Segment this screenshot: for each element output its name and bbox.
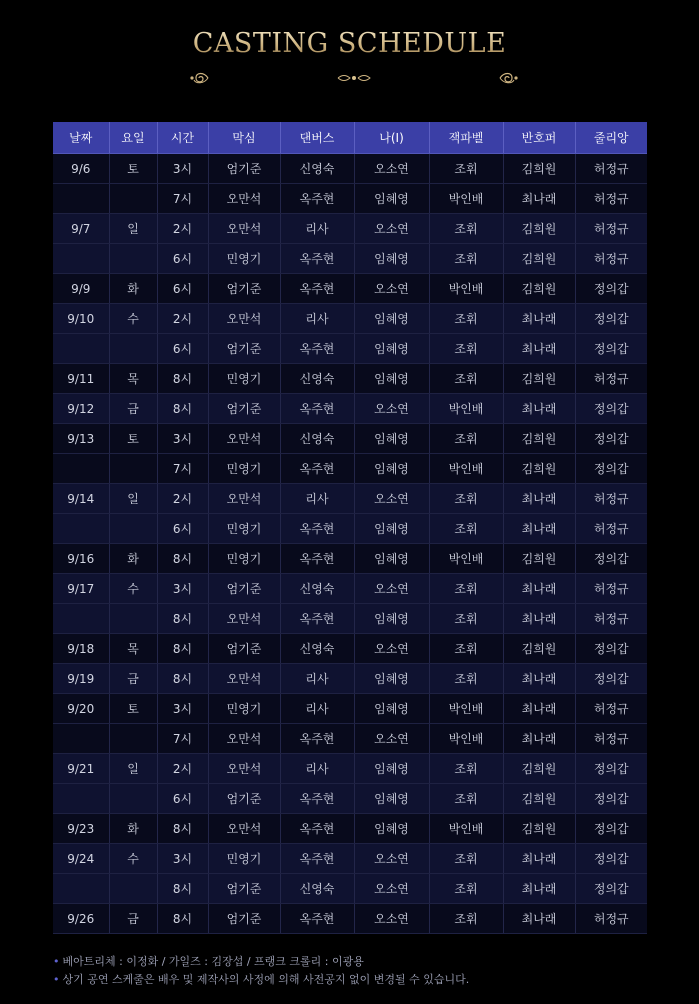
cell-van-hopper: 김희원: [503, 214, 575, 244]
cell-julian: 허정규: [575, 184, 647, 214]
cell-julian: 정의갑: [575, 274, 647, 304]
cell-i: 오소연: [354, 484, 429, 514]
table-row: [53, 184, 647, 214]
bullet-icon: •: [53, 973, 60, 986]
cell-julian: 정의갑: [575, 304, 647, 334]
cell-van-hopper: 최나래: [503, 394, 575, 424]
cell-julian: 허정규: [575, 724, 647, 754]
cell-day: [109, 334, 157, 364]
cell-date: [53, 244, 109, 274]
cell-i: 임혜영: [354, 184, 429, 214]
cell-maxim: 오만석: [208, 724, 280, 754]
cell-danvers: 옥주현: [280, 514, 354, 544]
cell-i: 임혜영: [354, 454, 429, 484]
cell-van-hopper: 최나래: [503, 844, 575, 874]
cell-julian: 정의갑: [575, 634, 647, 664]
cell-julian: 정의갑: [575, 844, 647, 874]
cell-jack-favell: 박인배: [429, 274, 503, 304]
cell-jack-favell: 조휘: [429, 514, 503, 544]
cell-van-hopper: 김희원: [503, 544, 575, 574]
cell-date: [53, 604, 109, 634]
cell-van-hopper: 최나래: [503, 694, 575, 724]
cell-danvers: 신영숙: [280, 154, 354, 184]
cell-date: 9/24: [53, 844, 109, 874]
cell-date: [53, 514, 109, 544]
cell-jack-favell: 박인배: [429, 184, 503, 214]
cell-julian: 정의갑: [575, 664, 647, 694]
cell-i: 임혜영: [354, 784, 429, 814]
cell-julian: 허정규: [575, 214, 647, 244]
cell-danvers: 옥주현: [280, 904, 354, 934]
table-row: [53, 724, 647, 754]
cell-danvers: 신영숙: [280, 874, 354, 904]
cell-day: 수: [109, 844, 157, 874]
cell-van-hopper: 최나래: [503, 184, 575, 214]
cell-time: 2시: [157, 484, 208, 514]
table-row: [53, 544, 647, 574]
cell-jack-favell: 조휘: [429, 664, 503, 694]
cell-maxim: 엄기준: [208, 634, 280, 664]
cell-van-hopper: 김희원: [503, 364, 575, 394]
cell-day: 목: [109, 364, 157, 394]
cell-julian: 허정규: [575, 154, 647, 184]
table-row: [53, 904, 647, 934]
cell-van-hopper: 최나래: [503, 874, 575, 904]
cell-time: 8시: [157, 664, 208, 694]
table-row: [53, 334, 647, 364]
cell-time: 8시: [157, 874, 208, 904]
cell-maxim: 오만석: [208, 484, 280, 514]
cell-date: 9/16: [53, 544, 109, 574]
column-header-date: 날짜: [53, 122, 109, 154]
cell-date: [53, 454, 109, 484]
cell-date: 9/20: [53, 694, 109, 724]
ornament-divider-icon: [188, 66, 520, 90]
table-row: [53, 784, 647, 814]
cell-time: 3시: [157, 574, 208, 604]
cell-i: 임혜영: [354, 664, 429, 694]
cell-jack-favell: 조휘: [429, 214, 503, 244]
cell-jack-favell: 박인배: [429, 454, 503, 484]
cell-jack-favell: 박인배: [429, 724, 503, 754]
cell-date: 9/26: [53, 904, 109, 934]
column-header-i: 나(I): [354, 122, 429, 154]
cell-maxim: 오만석: [208, 424, 280, 454]
table-row: [53, 844, 647, 874]
footnotes: [53, 953, 469, 989]
cell-day: [109, 514, 157, 544]
table-row: [53, 484, 647, 514]
table-row: [53, 814, 647, 844]
cell-time: 6시: [157, 334, 208, 364]
cell-danvers: 리사: [280, 664, 354, 694]
cell-jack-favell: 조휘: [429, 304, 503, 334]
cell-i: 오소연: [354, 724, 429, 754]
cell-julian: 허정규: [575, 484, 647, 514]
cell-day: 일: [109, 214, 157, 244]
cell-maxim: 엄기준: [208, 784, 280, 814]
table-row: [53, 574, 647, 604]
cell-time: 8시: [157, 364, 208, 394]
cell-date: 9/9: [53, 274, 109, 304]
cell-time: 2시: [157, 304, 208, 334]
cell-day: 금: [109, 394, 157, 424]
cell-danvers: 옥주현: [280, 604, 354, 634]
cell-maxim: 엄기준: [208, 874, 280, 904]
cell-day: [109, 724, 157, 754]
cell-time: 7시: [157, 724, 208, 754]
column-header-danvers: 댄버스: [280, 122, 354, 154]
table-row: [53, 514, 647, 544]
cell-day: 수: [109, 304, 157, 334]
cell-danvers: 옥주현: [280, 844, 354, 874]
cell-i: 오소연: [354, 274, 429, 304]
cell-maxim: 민영기: [208, 364, 280, 394]
cell-day: 일: [109, 754, 157, 784]
cell-maxim: 오만석: [208, 214, 280, 244]
cell-julian: 허정규: [575, 514, 647, 544]
cell-jack-favell: 박인배: [429, 544, 503, 574]
cell-day: [109, 184, 157, 214]
cell-day: 수: [109, 574, 157, 604]
cell-i: 오소연: [354, 574, 429, 604]
cell-time: 7시: [157, 184, 208, 214]
column-header-day: 요일: [109, 122, 157, 154]
cell-danvers: 리사: [280, 484, 354, 514]
cell-day: 토: [109, 424, 157, 454]
cell-julian: 정의갑: [575, 334, 647, 364]
cell-julian: 허정규: [575, 574, 647, 604]
cell-day: [109, 454, 157, 484]
column-header-time: 시간: [157, 122, 208, 154]
cell-i: 임혜영: [354, 754, 429, 784]
cell-danvers: 옥주현: [280, 454, 354, 484]
table-row: [53, 634, 647, 664]
cell-date: 9/17: [53, 574, 109, 604]
cell-van-hopper: 김희원: [503, 814, 575, 844]
cell-jack-favell: 조휘: [429, 364, 503, 394]
cell-time: 7시: [157, 454, 208, 484]
cell-time: 2시: [157, 214, 208, 244]
cell-danvers: 옥주현: [280, 244, 354, 274]
column-header-julian: 줄리앙: [575, 122, 647, 154]
cell-julian: 허정규: [575, 904, 647, 934]
cell-danvers: 옥주현: [280, 394, 354, 424]
cell-danvers: 리사: [280, 214, 354, 244]
cell-i: 임혜영: [354, 334, 429, 364]
cell-julian: 정의갑: [575, 874, 647, 904]
cell-date: [53, 334, 109, 364]
casting-schedule-table: [53, 122, 647, 934]
cell-time: 8시: [157, 604, 208, 634]
cell-maxim: 엄기준: [208, 904, 280, 934]
cell-danvers: 옥주현: [280, 274, 354, 304]
cell-jack-favell: 박인배: [429, 694, 503, 724]
table-row: [53, 694, 647, 724]
cell-time: 3시: [157, 154, 208, 184]
cell-maxim: 오만석: [208, 814, 280, 844]
cell-time: 8시: [157, 544, 208, 574]
table-row: [53, 274, 647, 304]
table-row: [53, 664, 647, 694]
cell-maxim: 오만석: [208, 604, 280, 634]
cell-maxim: 엄기준: [208, 154, 280, 184]
cell-maxim: 오만석: [208, 184, 280, 214]
cell-van-hopper: 김희원: [503, 784, 575, 814]
cell-i: 임혜영: [354, 604, 429, 634]
cell-jack-favell: 조휘: [429, 424, 503, 454]
cell-day: 금: [109, 904, 157, 934]
cell-time: 3시: [157, 424, 208, 454]
cell-time: 6시: [157, 274, 208, 304]
cell-date: 9/11: [53, 364, 109, 394]
cell-danvers: 옥주현: [280, 724, 354, 754]
cell-time: 6시: [157, 244, 208, 274]
cell-date: 9/7: [53, 214, 109, 244]
cell-julian: 허정규: [575, 364, 647, 394]
bullet-icon: •: [53, 955, 60, 968]
cell-date: 9/21: [53, 754, 109, 784]
cell-danvers: 옥주현: [280, 814, 354, 844]
cell-i: 오소연: [354, 874, 429, 904]
cell-date: 9/12: [53, 394, 109, 424]
table-body: [53, 154, 647, 934]
table-row: [53, 754, 647, 784]
cell-danvers: 옥주현: [280, 784, 354, 814]
cell-jack-favell: 조휘: [429, 484, 503, 514]
cell-date: 9/23: [53, 814, 109, 844]
cell-time: 8시: [157, 394, 208, 424]
table-row: [53, 214, 647, 244]
table-row: [53, 424, 647, 454]
cell-i: 오소연: [354, 634, 429, 664]
cell-time: 2시: [157, 754, 208, 784]
cell-jack-favell: 조휘: [429, 844, 503, 874]
cell-danvers: 옥주현: [280, 334, 354, 364]
cell-date: [53, 724, 109, 754]
cell-i: 임혜영: [354, 304, 429, 334]
cell-time: 3시: [157, 844, 208, 874]
column-header-van-hopper: 반호퍼: [503, 122, 575, 154]
cell-i: 오소연: [354, 154, 429, 184]
table-row: [53, 364, 647, 394]
cell-van-hopper: 최나래: [503, 724, 575, 754]
cell-danvers: 옥주현: [280, 184, 354, 214]
cell-maxim: 오만석: [208, 304, 280, 334]
cell-danvers: 신영숙: [280, 634, 354, 664]
cell-i: 임혜영: [354, 364, 429, 394]
table-row: [53, 874, 647, 904]
cell-van-hopper: 최나래: [503, 664, 575, 694]
cell-jack-favell: 박인배: [429, 394, 503, 424]
cell-jack-favell: 조휘: [429, 754, 503, 784]
table-header-row: [53, 122, 647, 154]
cell-van-hopper: 최나래: [503, 904, 575, 934]
cell-date: 9/19: [53, 664, 109, 694]
footnote-text: 베아트리체 : 이정화 / 가일즈 : 김장섭 / 프랭크 크롤리 : 이광용: [62, 955, 364, 968]
cell-jack-favell: 조휘: [429, 244, 503, 274]
cell-danvers: 신영숙: [280, 364, 354, 394]
cell-danvers: 신영숙: [280, 574, 354, 604]
cell-day: 금: [109, 664, 157, 694]
cell-day: [109, 604, 157, 634]
cell-van-hopper: 김희원: [503, 274, 575, 304]
cell-van-hopper: 최나래: [503, 334, 575, 364]
cell-jack-favell: 조휘: [429, 634, 503, 664]
cell-day: [109, 874, 157, 904]
cell-van-hopper: 김희원: [503, 424, 575, 454]
table-row: [53, 154, 647, 184]
cell-i: 임혜영: [354, 544, 429, 574]
cell-jack-favell: 박인배: [429, 814, 503, 844]
cell-day: 일: [109, 484, 157, 514]
cell-time: 8시: [157, 634, 208, 664]
cell-date: 9/14: [53, 484, 109, 514]
cell-jack-favell: 조휘: [429, 574, 503, 604]
table-row: [53, 244, 647, 274]
cell-maxim: 민영기: [208, 514, 280, 544]
cell-jack-favell: 조휘: [429, 784, 503, 814]
cell-van-hopper: 김희원: [503, 154, 575, 184]
cell-i: 임혜영: [354, 514, 429, 544]
cell-danvers: 리사: [280, 754, 354, 784]
cell-julian: 정의갑: [575, 814, 647, 844]
cell-maxim: 엄기준: [208, 334, 280, 364]
cell-time: 8시: [157, 814, 208, 844]
cell-date: 9/18: [53, 634, 109, 664]
cell-day: 화: [109, 274, 157, 304]
table-row: [53, 394, 647, 424]
cell-maxim: 오만석: [208, 664, 280, 694]
cell-date: 9/10: [53, 304, 109, 334]
cell-maxim: 민영기: [208, 544, 280, 574]
cell-i: 임혜영: [354, 424, 429, 454]
cell-maxim: 오만석: [208, 754, 280, 784]
table-row: [53, 604, 647, 634]
cell-van-hopper: 김희원: [503, 634, 575, 664]
cell-jack-favell: 조휘: [429, 904, 503, 934]
cell-time: 6시: [157, 514, 208, 544]
cell-i: 오소연: [354, 844, 429, 874]
cell-date: [53, 784, 109, 814]
cell-maxim: 민영기: [208, 844, 280, 874]
table-row: [53, 304, 647, 334]
cell-maxim: 엄기준: [208, 574, 280, 604]
cell-van-hopper: 김희원: [503, 244, 575, 274]
cell-i: 오소연: [354, 394, 429, 424]
column-header-maxim: 막심: [208, 122, 280, 154]
cell-danvers: 리사: [280, 304, 354, 334]
table-row: [53, 454, 647, 484]
cell-julian: 정의갑: [575, 754, 647, 784]
cell-julian: 정의갑: [575, 454, 647, 484]
cell-maxim: 엄기준: [208, 394, 280, 424]
cell-day: 토: [109, 694, 157, 724]
cell-jack-favell: 조휘: [429, 604, 503, 634]
cell-jack-favell: 조휘: [429, 154, 503, 184]
cell-i: 임혜영: [354, 814, 429, 844]
cell-julian: 정의갑: [575, 784, 647, 814]
cell-date: [53, 184, 109, 214]
cell-time: 8시: [157, 904, 208, 934]
cell-julian: 정의갑: [575, 544, 647, 574]
cell-julian: 허정규: [575, 694, 647, 724]
cell-van-hopper: 최나래: [503, 514, 575, 544]
cell-maxim: 민영기: [208, 694, 280, 724]
cell-maxim: 민영기: [208, 244, 280, 274]
cell-day: [109, 784, 157, 814]
cell-date: 9/6: [53, 154, 109, 184]
cell-maxim: 엄기준: [208, 274, 280, 304]
footnote-2: [53, 971, 469, 989]
cell-i: 오소연: [354, 904, 429, 934]
cell-i: 임혜영: [354, 694, 429, 724]
cell-jack-favell: 조휘: [429, 874, 503, 904]
cell-julian: 허정규: [575, 244, 647, 274]
cell-date: [53, 874, 109, 904]
cell-julian: 허정규: [575, 604, 647, 634]
cell-van-hopper: 최나래: [503, 574, 575, 604]
cell-time: 6시: [157, 784, 208, 814]
footnote-1: [53, 953, 469, 971]
cell-danvers: 옥주현: [280, 544, 354, 574]
cell-i: 임혜영: [354, 244, 429, 274]
page-title: CASTING SCHEDULE: [0, 28, 699, 59]
cell-jack-favell: 조휘: [429, 334, 503, 364]
cell-van-hopper: 최나래: [503, 304, 575, 334]
cell-van-hopper: 김희원: [503, 454, 575, 484]
cell-van-hopper: 최나래: [503, 604, 575, 634]
cell-i: 오소연: [354, 214, 429, 244]
cell-day: 화: [109, 814, 157, 844]
cell-van-hopper: 김희원: [503, 754, 575, 784]
cell-day: 화: [109, 544, 157, 574]
cell-day: [109, 244, 157, 274]
column-header-jack-favell: 잭파벨: [429, 122, 503, 154]
cell-time: 3시: [157, 694, 208, 724]
cell-day: 토: [109, 154, 157, 184]
cell-date: 9/13: [53, 424, 109, 454]
cell-van-hopper: 최나래: [503, 484, 575, 514]
cell-julian: 정의갑: [575, 394, 647, 424]
cell-danvers: 신영숙: [280, 424, 354, 454]
cell-maxim: 민영기: [208, 454, 280, 484]
cell-day: 목: [109, 634, 157, 664]
cell-danvers: 리사: [280, 694, 354, 724]
cell-julian: 정의갑: [575, 424, 647, 454]
footnote-text: 상기 공연 스케줄은 배우 및 제작사의 사정에 의해 사전공지 없이 변경될 수 있습니다.: [62, 973, 470, 986]
